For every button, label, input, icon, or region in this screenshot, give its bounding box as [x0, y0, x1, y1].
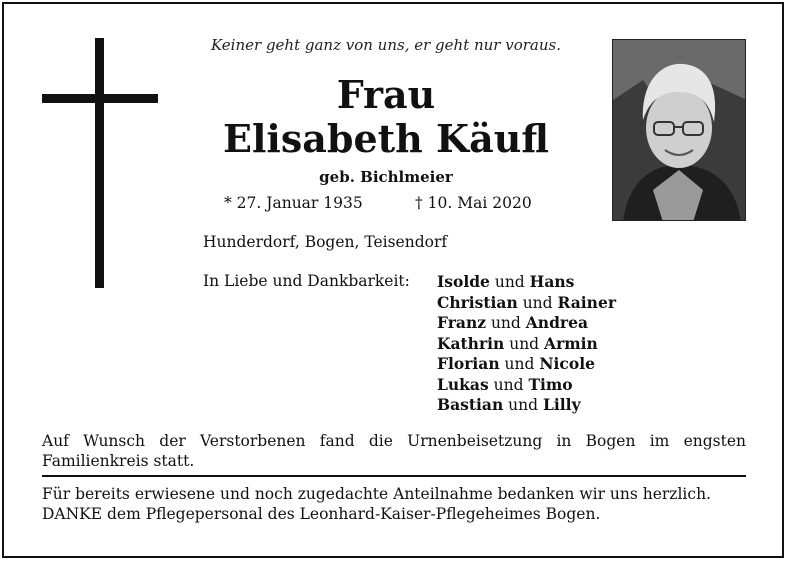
death-date: † 10. Mai 2020 — [415, 194, 532, 212]
mourner-row — [437, 334, 616, 355]
mourners-label: In Liebe und Dankbarkeit: — [203, 272, 410, 290]
mourner-row — [437, 395, 616, 416]
mourner-row — [437, 354, 616, 375]
cross-horizontal-bar — [42, 94, 158, 103]
mourner-name: Lilly — [543, 395, 581, 414]
motto: Keiner geht ganz von uns, er geht nur voraus. — [210, 36, 561, 54]
mourner-and: und — [490, 314, 521, 332]
maiden-name: geb. Bichlmeier — [319, 168, 453, 186]
name-title: Frau — [336, 72, 436, 117]
mourner-name: Hans — [529, 272, 575, 291]
mourner-name: Florian — [437, 354, 500, 373]
funeral-note: Auf Wunsch der Verstorbenen fand die Urnenbeisetzung in Bogen im engsten Familienkreis statt. — [42, 432, 746, 470]
mourner-name: Armin — [544, 333, 598, 353]
mourner-row — [437, 313, 616, 334]
mourner-and: und — [508, 396, 539, 414]
divider — [42, 475, 746, 477]
thanks-text — [42, 484, 750, 524]
mourner-and: und — [522, 293, 553, 312]
mourner-name: Christian — [437, 292, 518, 312]
mourner-and: und — [509, 334, 540, 353]
mourner-row — [437, 293, 616, 314]
mourner-name: Andrea — [525, 313, 588, 332]
mourner-and: und — [504, 355, 535, 373]
birth-date: * 27. Januar 1935 — [224, 194, 363, 212]
thanks-line-2: DANKE dem Pflegepersonal des Leonhard-Kaiser-Pflegeheimes Bogen. — [42, 505, 601, 523]
mourner-name: Timo — [528, 374, 573, 394]
portrait-image — [613, 40, 746, 221]
mourner-name: Franz — [437, 313, 487, 332]
mourner-name: Kathrin — [437, 333, 505, 353]
mourner-and: und — [494, 273, 525, 291]
mourner-and: und — [493, 375, 524, 394]
portrait-photo — [612, 39, 746, 221]
mourner-row — [437, 272, 616, 293]
mourner-name: Rainer — [557, 292, 616, 312]
deceased-name: Elisabeth Käufl — [223, 116, 549, 161]
mourner-name: Bastian — [437, 395, 504, 414]
mourner-name: Lukas — [437, 374, 489, 394]
mourner-row — [437, 375, 616, 396]
thanks-line-1: Für bereits erwiesene und noch zugedachte Anteilnahme bedanken wir uns herzlich. — [42, 485, 711, 503]
mourner-name: Nicole — [539, 354, 595, 373]
mourners-list — [437, 272, 616, 416]
mourner-name: Isolde — [437, 272, 490, 291]
cross-vertical-bar — [95, 38, 104, 288]
places: Hunderdorf, Bogen, Teisendorf — [203, 233, 448, 251]
